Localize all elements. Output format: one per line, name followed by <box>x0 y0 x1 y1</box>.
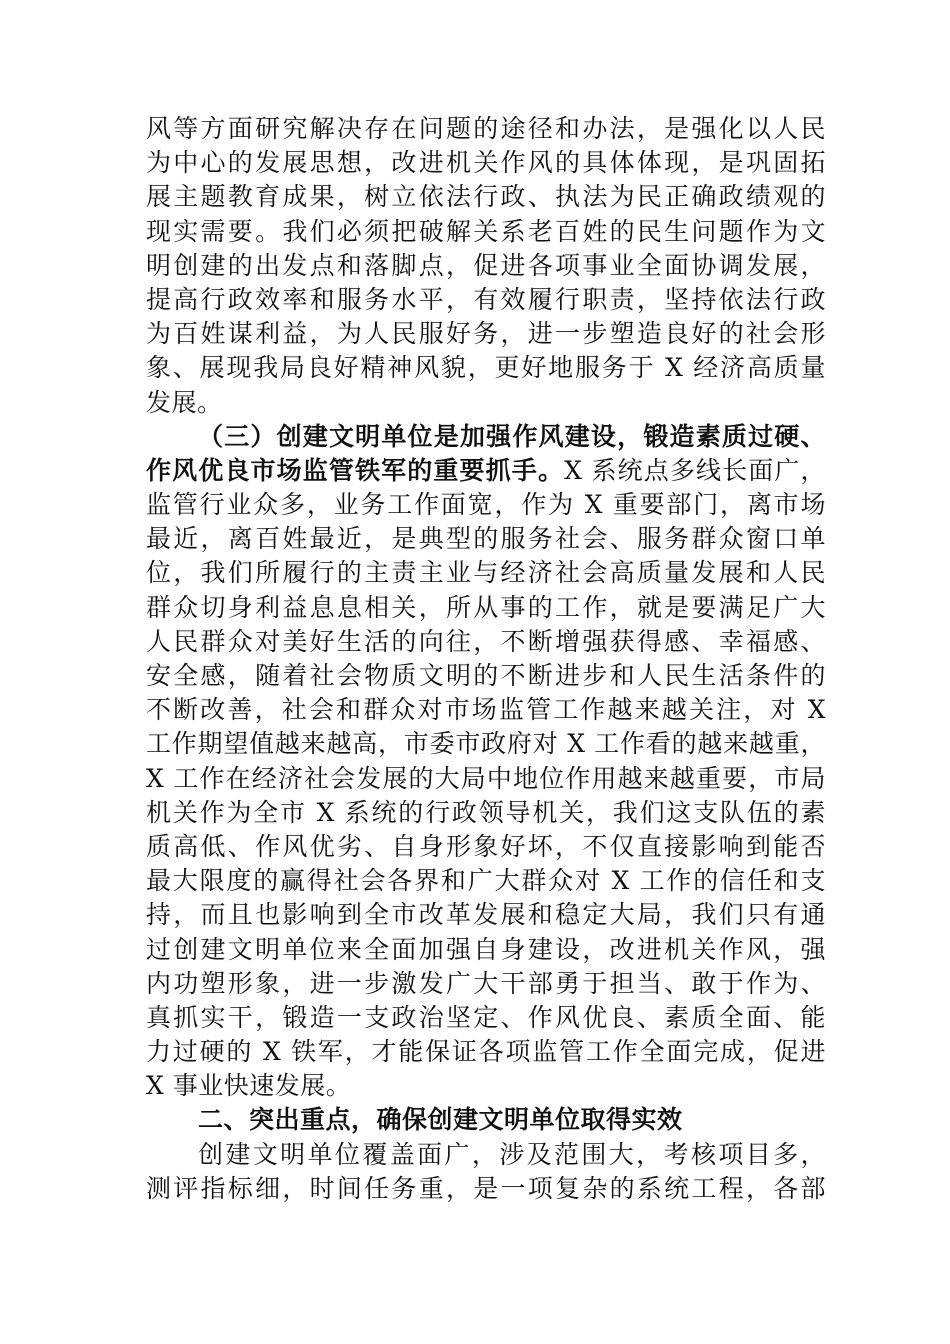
paragraph-1 <box>146 112 826 420</box>
text-line <box>146 454 826 488</box>
text-line: 最大限度的赢得社会各界和广大群众对 X 工作的信任和支 <box>146 866 826 896</box>
text-line: X 事业快速发展。 <box>146 1071 352 1101</box>
text-line: 持，而且也影响到全市改革发展和稳定大局，我们只有通 <box>146 900 826 930</box>
text-line: 不断改善，社会和群众对市场监管工作越来越关注，对 X <box>146 695 826 725</box>
text-line: 监管行业众多，业务工作面宽，作为 X 重要部门，离市场 <box>146 490 826 520</box>
text-line: 为中心的发展思想，改进机关作风的具体体现，是巩固拓 <box>146 148 826 178</box>
text-line: 工作期望值越来越高，市委市政府对 X 工作看的越来越重， <box>146 729 826 759</box>
text-line: 现实需要。我们必须把破解关系老百姓的民生问题作为文 <box>146 216 826 246</box>
text-line: 位，我们所履行的主责主业与经济社会高质量发展和人民 <box>146 558 826 588</box>
subheading-line: （三）创建文明单位是加强作风建设，锻造素质过硬、 <box>198 421 826 451</box>
text-line: 质高低、作风优劣、自身形象好坏，不仅直接影响到能否 <box>146 831 826 861</box>
section-heading: 二、突出重点，确保创建文明单位取得实效 <box>198 1105 683 1135</box>
text-line: 群众切身利益息息相关，所从事的工作，就是要满足广大 <box>146 592 826 622</box>
document-body <box>146 112 826 1206</box>
paragraph-2 <box>146 420 826 1104</box>
text-line: 创建文明单位覆盖面广，涉及范围大，考核项目多， <box>198 1139 826 1169</box>
text-line: 象、展现我局良好精神风貌，更好地服务于 X 经济高质量 <box>146 353 826 383</box>
text-line: 最近，离百姓最近，是典型的服务社会、服务群众窗口单 <box>146 524 826 554</box>
text-line: X 工作在经济社会发展的大局中地位作用越来越重要，市局 <box>146 763 826 793</box>
subheading-continuation: 作风优良市场监管铁军的重要抓手。 <box>146 455 565 485</box>
text-line: 人民群众对美好生活的向往，不断增强获得感、幸福感、 <box>146 626 826 656</box>
text-line: 机关作为全市 X 系统的行政领导机关，我们这支队伍的素 <box>146 797 826 827</box>
text-line: 过创建文明单位来全面加强自身建设，改进机关作风，强 <box>146 934 826 964</box>
text-line: 真抓实干，锻造一支政治坚定、作风优良、素质全面、能 <box>146 1002 826 1032</box>
paragraph-3 <box>146 1138 826 1206</box>
text-line: 发展。 <box>146 387 223 417</box>
text-line: 展主题教育成果，树立依法行政、执法为民正确政绩观的 <box>146 182 826 212</box>
text-run: X 系统点多线长面广， <box>564 455 826 485</box>
text-line: 内功塑形象，进一步激发广大干部勇于担当、敢于作为、 <box>146 968 826 998</box>
text-line: 为百姓谋利益，为人民服好务，进一步塑造良好的社会形 <box>146 319 826 349</box>
text-line: 风等方面研究解决存在问题的途径和办法，是强化以人民 <box>146 114 826 143</box>
text-line: 明创建的出发点和落脚点，促进各项事业全面协调发展， <box>146 250 826 280</box>
text-line: 安全感，随着社会物质文明的不断进步和人民生活条件的 <box>146 661 826 690</box>
text-line: 测评指标细，时间任务重，是一项复杂的系统工程，各部 <box>146 1173 826 1203</box>
text-line: 力过硬的 X 铁军，才能保证各项监管工作全面完成，促进 <box>146 1037 826 1067</box>
text-line: 提高行政效率和服务水平，有效履行职责，坚持依法行政 <box>146 284 826 314</box>
